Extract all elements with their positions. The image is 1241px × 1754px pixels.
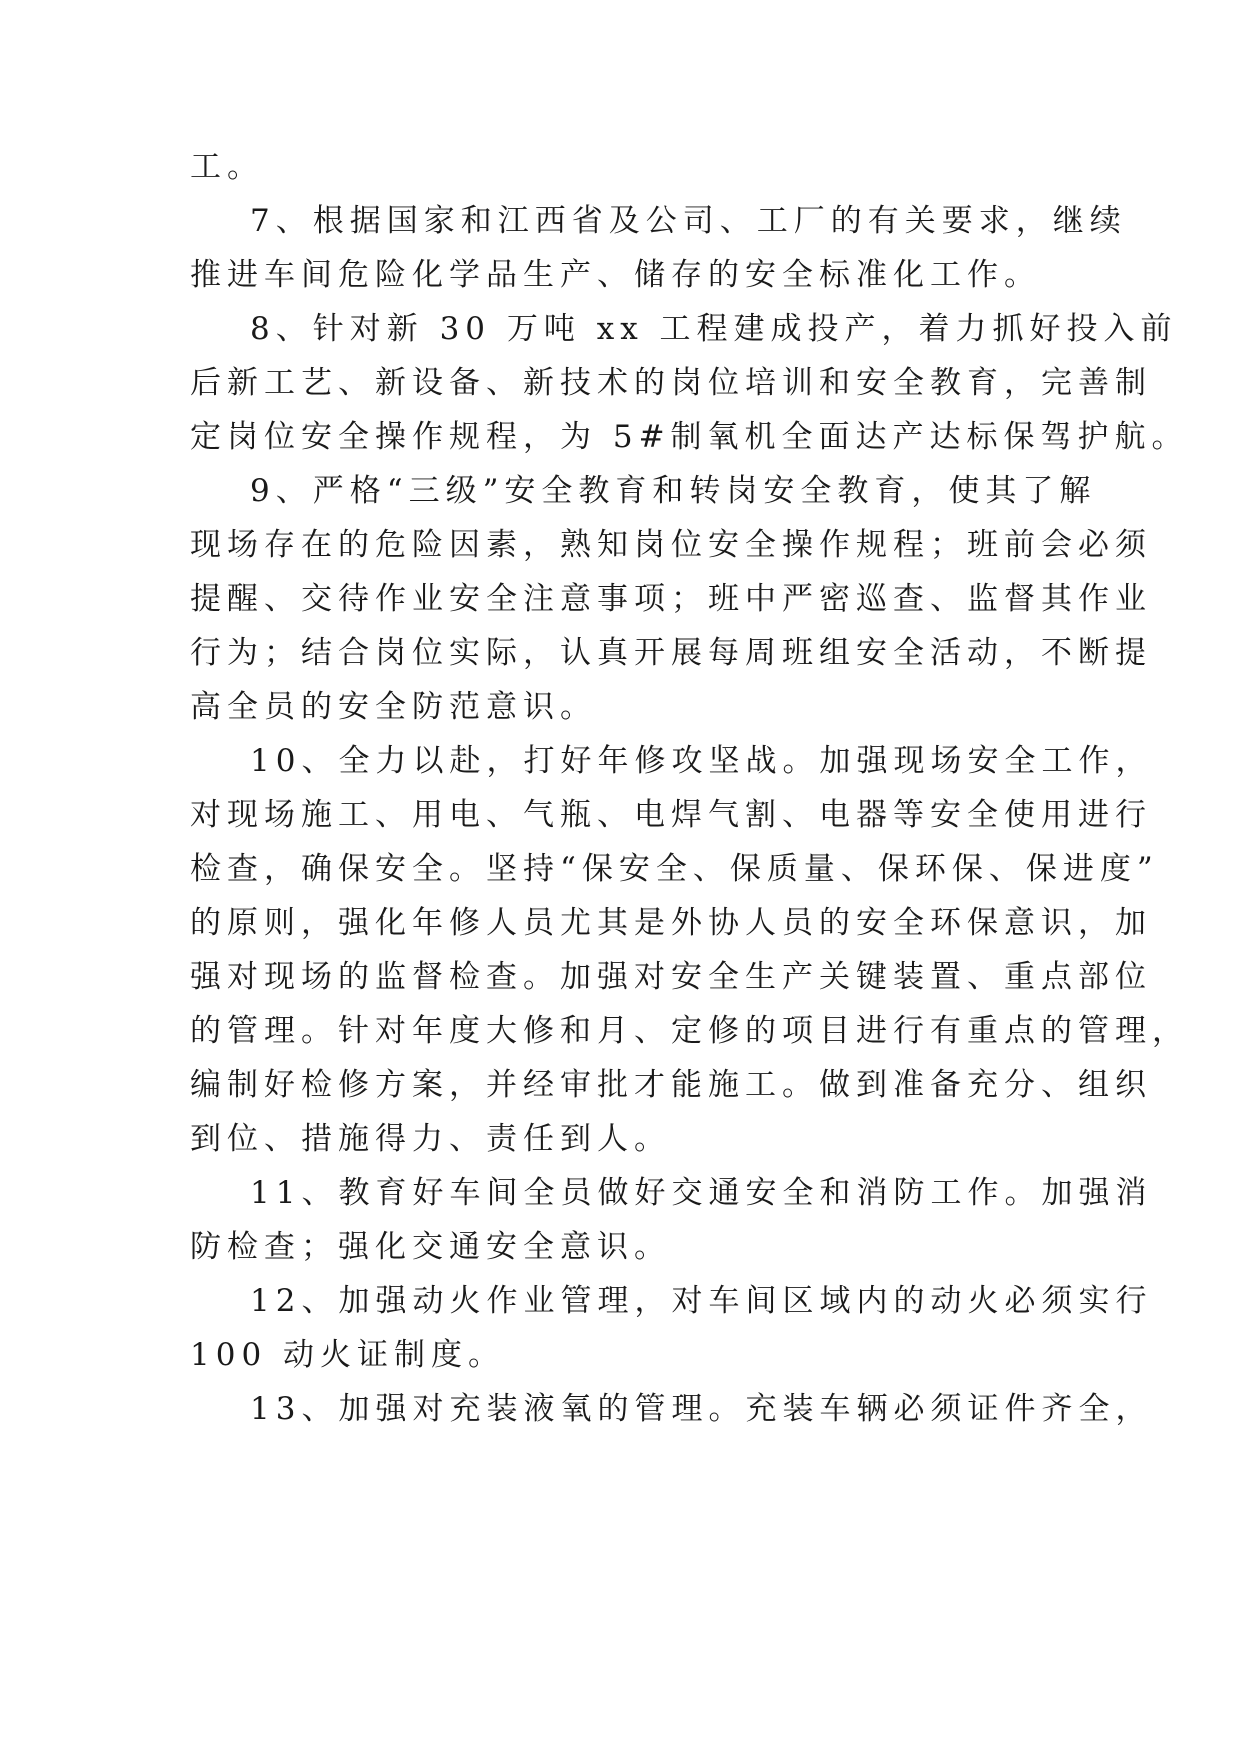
paragraph-13-line: 13、加强对充装液氧的管理。充装车辆必须证件齐全，: [250, 1391, 1153, 1427]
paragraph-9-line: 高全员的安全防范意识。: [190, 689, 597, 725]
paragraph-10-line: 编制好检修方案，并经审批才能施工。做到准备充分、组织: [190, 1067, 1152, 1103]
paragraph-10-line: 的原则，强化年修人员尤其是外协人员的安全环保意识，加: [190, 905, 1152, 941]
text-line: 工。: [190, 149, 264, 185]
paragraph-11-line: 防检查；强化交通安全意识。: [190, 1229, 671, 1265]
paragraph-8-line: 定岗位安全操作规程，为 5#制氧机全面达产达标保驾护航。: [190, 419, 1189, 455]
paragraph-9-line: 9、严格“三级”安全教育和转岗安全教育，使其了解: [250, 473, 1097, 509]
paragraph-8-line: 8、针对新 30 万吨 xx 工程建成投产，着力抓好投入前: [250, 311, 1178, 347]
paragraph-9-line: 行为；结合岗位实际，认真开展每周班组安全活动，不断提: [190, 635, 1152, 671]
paragraph-11-line: 11、教育好车间全员做好交通安全和消防工作。加强消: [250, 1175, 1153, 1211]
paragraph-12-line: 12、加强动火作业管理，对车间区域内的动火必须实行: [250, 1283, 1153, 1319]
paragraph-7-line: 7、根据国家和江西省及公司、工厂的有关要求，继续: [250, 203, 1127, 239]
paragraph-9-line: 提醒、交待作业安全注意事项；班中严密巡查、监督其作业: [190, 581, 1152, 617]
paragraph-10-line: 10、全力以赴，打好年修攻坚战。加强现场安全工作，: [250, 743, 1153, 779]
paragraph-10-line: 的管理。针对年度大修和月、定修的项目进行有重点的管理，: [190, 1013, 1189, 1049]
paragraph-10-line: 对现场施工、用电、气瓶、电焊气割、电器等安全使用进行: [190, 797, 1152, 833]
paragraph-12-line: 100 动火证制度。: [190, 1337, 506, 1373]
paragraph-7-line: 推进车间危险化学品生产、储存的安全标准化工作。: [190, 257, 1041, 293]
paragraph-10-line: 强对现场的监督检查。加强对安全生产关键装置、重点部位: [190, 959, 1152, 995]
paragraph-8-line: 后新工艺、新设备、新技术的岗位培训和安全教育，完善制: [190, 365, 1152, 401]
paragraph-10-line: 到位、措施得力、责任到人。: [190, 1121, 671, 1157]
paragraph-10-line: 检查，确保安全。坚持“保安全、保质量、保环保、保进度”: [190, 851, 1159, 887]
paragraph-9-line: 现场存在的危险因素，熟知岗位安全操作规程；班前会必须: [190, 527, 1152, 563]
